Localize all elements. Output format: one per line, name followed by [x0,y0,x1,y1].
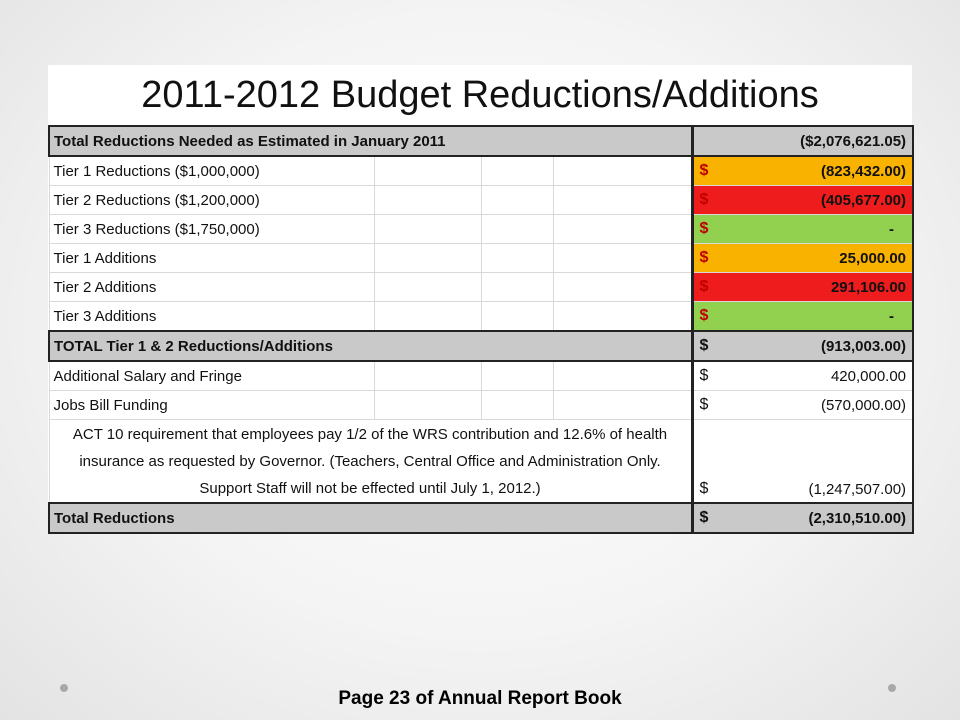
row-amount: (405,677.00) [820,191,907,209]
table-row [49,273,913,302]
row-amount-cell [692,186,913,215]
row-amount-cell [692,126,913,156]
table-row [49,126,913,156]
row-amount: (823,432.00) [820,162,907,180]
row-amount-cell [692,156,913,186]
row-label: Total Reductions [49,503,692,533]
row-amount: 420,000.00 [830,367,907,385]
row-label: Tier 1 Additions [49,244,374,273]
row-amount-cell [692,273,913,302]
dollar-sign: $ [699,307,709,324]
row-amount: 25,000.00 [839,249,907,267]
row-amount: - [889,307,895,325]
row-label: Jobs Bill Funding [49,391,374,420]
table-row [49,186,913,215]
table-row [49,361,913,391]
table-row [49,156,913,186]
row-label: TOTAL Tier 1 & 2 Reductions/Additions [49,331,692,361]
row-amount: - [889,220,895,238]
row-amount-cell [692,302,913,332]
dollar-sign: $ [699,220,709,237]
dollar-sign: $ [699,162,709,179]
row-amount: 291,106.00 [830,278,907,296]
dollar-sign: $ [699,249,709,266]
row-amount-cell [692,331,913,361]
table-row [49,503,913,533]
row-label: Tier 1 Reductions ($1,000,000) [49,156,374,186]
dollar-sign: $ [699,337,709,354]
row-amount-cell [692,503,913,533]
dollar-sign: $ [699,191,709,208]
table-row [49,391,913,420]
budget-sheet [48,65,912,527]
dollar-sign: $ [699,278,709,295]
table-row [49,244,913,273]
row-amount-cell [692,361,913,391]
dollar-sign: $ [699,480,709,497]
row-amount-cell [692,391,913,420]
budget-table [48,125,914,534]
table-row [49,302,913,332]
row-label: Additional Salary and Fringe [49,361,374,391]
table-row [49,420,913,504]
dollar-sign: $ [699,367,709,384]
row-amount: (1,247,507.00) [808,480,907,498]
row-amount: (2,310,510.00) [808,509,907,527]
dollar-sign: $ [699,509,709,526]
page-footer: Page 23 of Annual Report Book [338,688,622,709]
row-label: Tier 3 Reductions ($1,750,000) [49,215,374,244]
row-amount-cell [692,215,913,244]
row-amount-cell [692,420,913,504]
row-amount-cell [692,244,913,273]
row-label: Total Reductions Needed as Estimated in January 2011 [49,126,692,156]
row-amount: (913,003.00) [820,337,907,355]
sheet-title: 2011-2012 Budget Reductions/Additions [141,73,819,116]
table-row [49,215,913,244]
row-label: Tier 2 Reductions ($1,200,000) [49,186,374,215]
row-label: Tier 3 Additions [49,302,374,332]
row-amount: (570,000.00) [820,396,907,414]
dollar-sign: $ [699,396,709,413]
row-label: ACT 10 requirement that employees pay 1/2 of the WRS contribution and 12.6% of health insurance as requested by Governor. (Teachers, Central Office and Administration Only. Support Staff will not be effected until July 1, 2012.) [49,420,692,504]
row-label: Tier 2 Additions [49,273,374,302]
row-amount: ($2,076,621.05) [800,132,907,150]
table-row [49,331,913,361]
